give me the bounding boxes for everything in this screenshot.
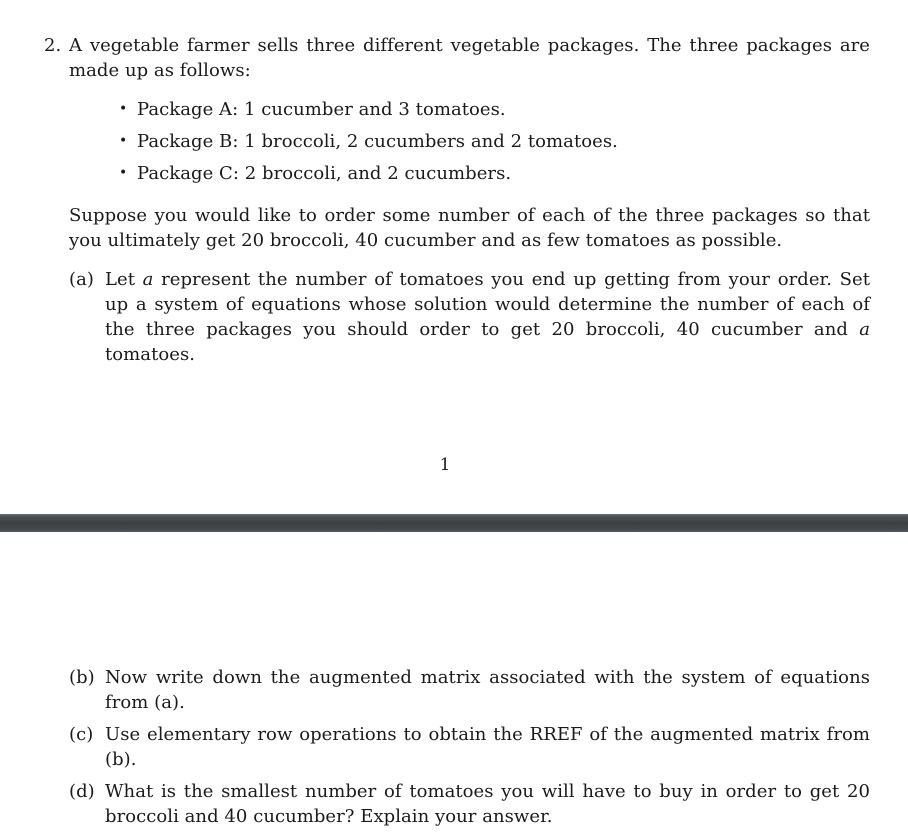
part-c-text: Use elementary row operations to obtain the RREF of the augmented matrix from (b). [105, 724, 870, 770]
package-b-text: Package B: 1 broccoli, 2 cucumbers and 2 tomatoes. [137, 131, 618, 152]
problem-body [44, 33, 870, 367]
part-b [69, 665, 870, 715]
bullet-icon: • [119, 165, 128, 181]
part-a-label: (a) [69, 269, 94, 290]
problem-intro: A vegetable farmer sells three different vegetable packages. The three packages are made up as follows: [69, 35, 870, 81]
part-a [69, 267, 870, 367]
parts-list-bottom [69, 665, 870, 836]
package-list [69, 97, 870, 193]
part-c [69, 722, 870, 772]
variable-a: a [142, 269, 154, 290]
bullet-icon: • [119, 101, 128, 117]
part-a-text-1: Let [105, 269, 143, 290]
part-b-label: (b) [69, 667, 95, 688]
list-item [69, 129, 870, 161]
variable-a: a [859, 319, 870, 340]
parts-list-top [69, 267, 870, 367]
package-a-text: Package A: 1 cucumber and 3 tomatoes. [137, 99, 506, 120]
package-c-text: Package C: 2 broccoli, and 2 cucumbers. [137, 163, 512, 184]
page-2 [0, 532, 908, 827]
part-a-text-2: represent the number of tomatoes you end up getting from your order. Set up a system of equations whose solution would determine the number of each of the three packages you should order to get 20 broccoli, 40 cucumber and [105, 269, 870, 340]
part-b-text: Now write down the augmented matrix associated with the system of equations from (a). [105, 667, 870, 713]
bullet-icon: • [119, 133, 128, 149]
part-d-label: (d) [69, 781, 95, 802]
part-a-text-3: tomatoes. [105, 344, 196, 365]
problem-setup: Suppose you would like to order some number of each of the three packages so that you ultimately get 20 broccoli, 40 cucumber and as few tomatoes as possible. [69, 205, 870, 251]
part-d [69, 779, 870, 829]
list-item [69, 97, 870, 129]
part-c-label: (c) [69, 724, 94, 745]
problem-2 [44, 33, 870, 367]
part-d-text: What is the smallest number of tomatoes you will have to buy in order to get 20 broccoli and 40 cucumber? Explain your answer. [105, 781, 870, 827]
page-separator [0, 514, 908, 532]
list-item [69, 161, 870, 193]
page-number: 1 [439, 455, 451, 475]
problem-number: 2. [44, 35, 62, 56]
